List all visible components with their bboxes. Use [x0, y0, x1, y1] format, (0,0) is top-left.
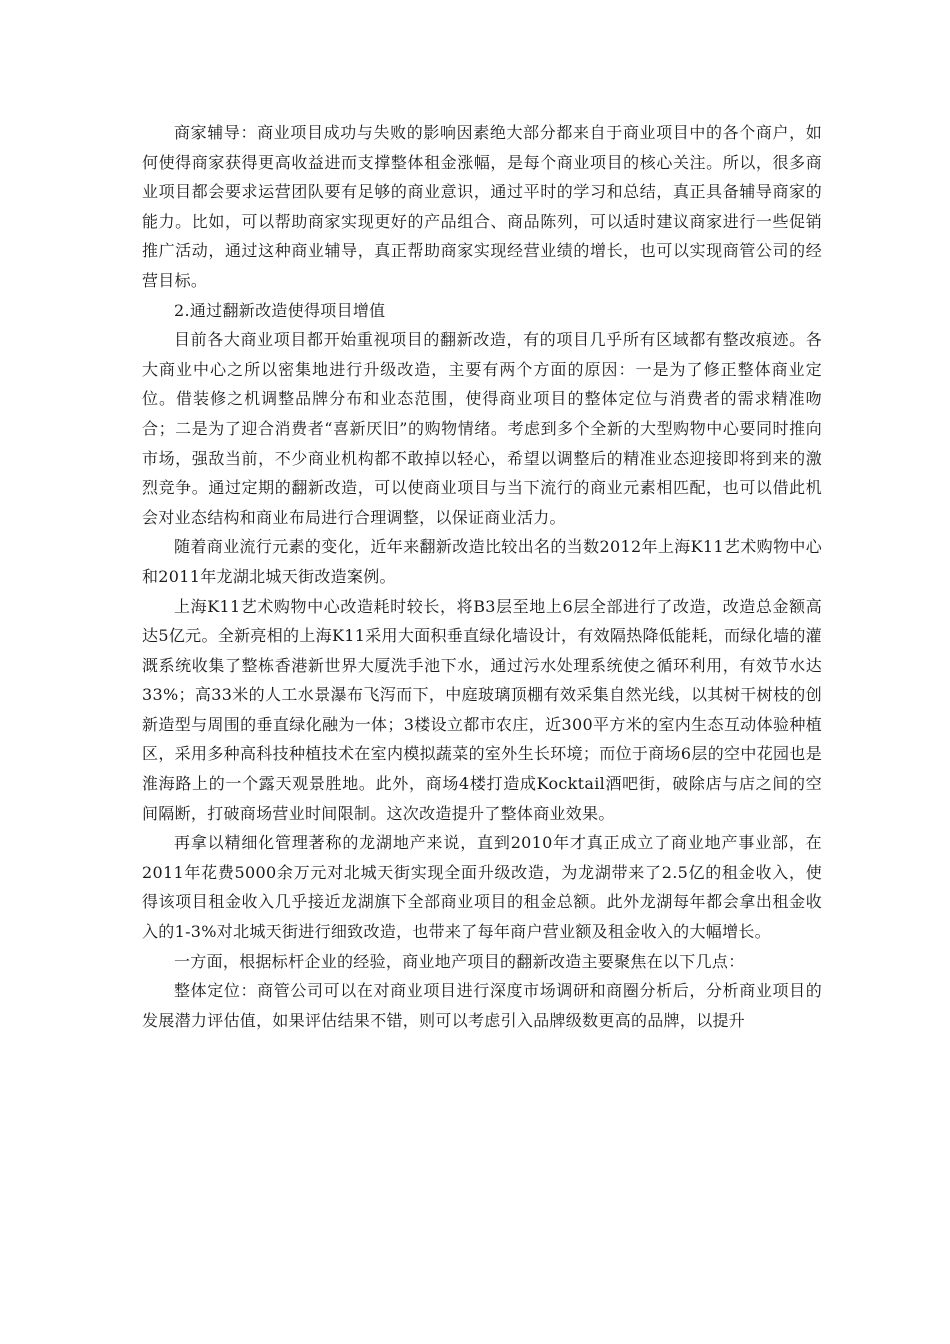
- paragraph-merchant-guidance: 商家辅导：商业项目成功与失败的影响因素绝大部分都来自于商业项目中的各个商户，如何使得商家获得更高收益进而支撑整体租金涨幅，是每个商业项目的核心关注。所以，很多商业项目都会要求运营团队要有足够的商业意识，通过平时的学习和总结，真正具备辅导商家的能力。比如，可以帮助商家实现更好的产品组合、商品陈列，可以适时建议商家进行一些促销推广活动，通过这种商业辅导，真正帮助商家实现经营业绩的增长，也可以实现商管公司的经营目标。: [142, 123, 822, 290]
- document-body: [142, 118, 822, 1035]
- paragraph-longfor-case: 再拿以精细化管理著称的龙湖地产来说，直到2010年才真正成立了商业地产事业部，在2011年花费5000余万元对北城天街实现全面升级改造，为龙湖带来了2.5亿的租金收入，使得该项目租金收入几乎接近龙湖旗下全部商业项目的租金总额。此外龙湖每年都会拿出租金收入的1-3%对北城天街进行细致改造，也带来了每年商户营业额及租金收入的大幅增长。: [142, 833, 822, 942]
- paragraph-focus-points-intro: 一方面，根据标杆企业的经验，商业地产项目的翻新改造主要聚焦在以下几点：: [174, 951, 745, 971]
- paragraph-k11-case: 上海K11艺术购物中心改造耗时较长，将B3层至地上6层全部进行了改造，改造总金额高达5亿元。全新亮相的上海K11采用大面积垂直绿化墙设计，有效隔热降低能耗，而绿化墙的灌溉系统收集了整栋香港新世界大厦洗手池下水，通过污水处理系统使之循环利用，有效节水达33%；高33米的人工水景瀑布飞泻而下，中庭玻璃顶棚有效采集自然光线，以其树干树枝的创新造型与周围的垂直绿化融为一体；3楼设立都市农庄，近300平方米的室内生态互动体验种植区，采用多种高科技种植技术在室内模拟蔬菜的室外生长环境；而位于商场6层的空中花园也是淮海路上的一个露天观景胜地。此外，商场4楼打造成Kocktail酒吧街，破除店与店之间的空间隔断，打破商场营业时间限制。这次改造提升了整体商业效果。: [142, 596, 822, 823]
- paragraph-renovation-trend: 目前各大商业项目都开始重视项目的翻新改造，有的项目几乎所有区域都有整改痕迹。各大商业中心之所以密集地进行升级改造，主要有两个方面的原因：一是为了修正整体商业定位。借装修之机调整品牌分布和业态范围，使得商业项目的整体定位与消费者的需求精准吻合；二是为了迎合消费者“喜新厌旧”的购物情绪。考虑到多个全新的大型购物中心要同时推向市场，强敌当前，不少商业机构都不敢掉以轻心，希望以调整后的精准业态迎接即将到来的激烈竞争。通过定期的翻新改造，可以使商业项目与当下流行的商业元素相匹配，也可以借此机会对业态结构和商业布局进行合理调整，以保证商业活力。: [142, 330, 822, 527]
- paragraph-overall-positioning: 整体定位：商管公司可以在对商业项目进行深度市场调研和商圈分析后，分析商业项目的发展潜力评估值，如果评估结果不错，则可以考虑引入品牌级数更高的品牌，以提升: [142, 981, 822, 1030]
- section-heading-renovation: 2.通过翻新改造使得项目增值: [174, 300, 386, 320]
- paragraph-renovation-cases-intro: 随着商业流行元素的变化，近年来翻新改造比较出名的当数2012年上海K11艺术购物中心和2011年龙湖北城天街改造案例。: [142, 537, 822, 586]
